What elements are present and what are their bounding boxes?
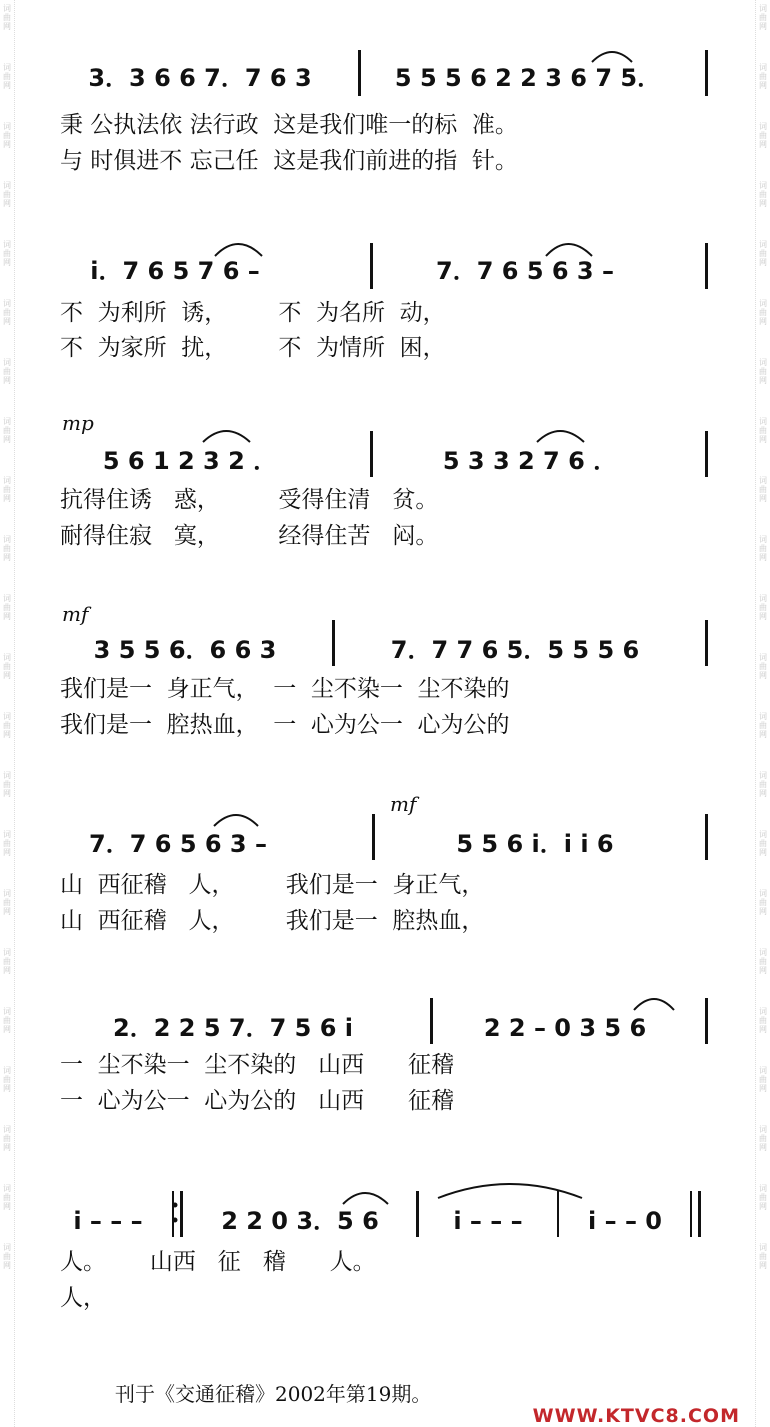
side-watermark: 词曲网: [2, 63, 12, 90]
side-watermark: 词曲网: [2, 417, 12, 444]
side-watermark: 词曲网: [2, 948, 12, 975]
side-watermark: 词曲网: [2, 299, 12, 326]
side-watermark: 词曲网: [2, 181, 12, 208]
side-watermark: 词曲网: [2, 240, 12, 267]
notes-measure-2: 5 5 5 6 2 2 3 6 7 5．: [394, 64, 662, 92]
notes-measure-2: 5 3 3 2 7 6 ．: [442, 447, 618, 475]
side-watermark: 词曲网: [758, 1243, 768, 1270]
side-watermark: 词曲网: [2, 358, 12, 385]
side-watermark: 词曲网: [758, 535, 768, 562]
side-watermark: 词曲网: [758, 122, 768, 149]
side-watermark: 词曲网: [2, 712, 12, 739]
lyric-line-2: 我们是一 腔热血， 一 心为公一 心为公的: [60, 712, 510, 738]
side-watermark: 词曲网: [758, 476, 768, 503]
notes-measure-2: 7．7 7 6 5．5 5 5 6: [390, 636, 640, 664]
side-watermark: 词曲网: [2, 1243, 12, 1270]
side-watermark: 词曲网: [758, 1007, 768, 1034]
slur: [215, 244, 262, 256]
side-watermark: 词曲网: [2, 889, 12, 916]
dynamic-marking: mp: [62, 411, 94, 435]
notes-measure-1: 3．3 6 6 7．7 6 3: [88, 64, 312, 92]
side-watermark: 词曲网: [2, 1066, 12, 1093]
side-watermark: 词曲网: [2, 594, 12, 621]
side-watermark: 词曲网: [758, 240, 768, 267]
side-watermark: 词曲网: [2, 830, 12, 857]
side-watermark: 词曲网: [2, 122, 12, 149]
side-watermark: 词曲网: [758, 653, 768, 680]
slur: [203, 431, 250, 442]
notes-measure-1: 2．2 2 5 7．7 5 6 i: [113, 1014, 353, 1042]
side-watermark: 词曲网: [758, 417, 768, 444]
side-watermark: 词曲网: [2, 535, 12, 562]
side-watermark: 词曲网: [2, 4, 12, 31]
lyric-line-2: 耐得住寂 寞， 经得住苦 闷。: [60, 523, 439, 549]
side-watermark: 词曲网: [758, 1184, 768, 1211]
lyric-line-1: 抗得住诱 惑， 受得住清 贫。: [60, 487, 439, 513]
notes-measure-1: i – – –: [73, 1207, 143, 1235]
lyric-line-1: 我们是一 身正气， 一 尘不染一 尘不染的: [60, 676, 510, 702]
lyric-line-1: 秉 公执法依 法行政 这是我们唯一的标 准。: [60, 112, 518, 138]
lyric-line-1: 一 尘不染一 尘不染的 山西 征稽: [60, 1052, 455, 1078]
notes-measure-2: 2 2 – 0 3 5 6: [483, 1014, 647, 1042]
lyric-line-2: 山 西征稽 人， 我们是一 腔热血，: [60, 908, 485, 934]
side-watermark: 词曲网: [758, 181, 768, 208]
side-watermark: 词曲网: [758, 771, 768, 798]
lyric-line-2: 人，: [60, 1285, 106, 1311]
tie: [438, 1184, 582, 1198]
lyric-line-2: 与 时俱进不 忘己任 这是我们前进的指 针。: [60, 148, 518, 174]
side-watermark: 词曲网: [2, 771, 12, 798]
slur: [537, 431, 584, 442]
repeat-dot: [173, 1203, 178, 1208]
side-watermark: 词曲网: [758, 948, 768, 975]
side-watermark: 词曲网: [758, 594, 768, 621]
lyric-line-1: 不 为利所 诱， 不 为名所 动，: [60, 300, 446, 326]
side-watermark: 词曲网: [2, 1184, 12, 1211]
repeat-dot: [173, 1218, 178, 1223]
side-watermark: 词曲网: [2, 653, 12, 680]
side-watermark: 词曲网: [758, 358, 768, 385]
side-watermark: 词曲网: [2, 1007, 12, 1034]
side-watermark: 词曲网: [2, 1125, 12, 1152]
side-watermark: 词曲网: [758, 63, 768, 90]
dynamic-marking: mf: [62, 602, 89, 626]
lyric-line-2: 一 心为公一 心为公的 山西 征稽: [60, 1088, 455, 1114]
side-watermark: 词曲网: [758, 299, 768, 326]
lyric-line-1: 人。 山西 征 稽 人。: [60, 1249, 376, 1275]
notes-measure-1: 7．7 6 5 6 3 –: [89, 830, 267, 858]
side-watermark: 词曲网: [758, 712, 768, 739]
notes-measure-1: 5 6 1 2 3 2 ．: [102, 447, 278, 475]
notes-measure-2: 2 2 0 3．5 6: [221, 1207, 379, 1235]
side-watermark: 词曲网: [758, 1125, 768, 1152]
notes-measure-2: 5 5 6 i．i i 6: [456, 830, 614, 858]
slur: [546, 244, 592, 256]
lyric-line-1: 山 西征稽 人， 我们是一 身正气，: [60, 872, 485, 898]
side-watermark: 词曲网: [758, 4, 768, 31]
side-watermark: 词曲网: [758, 1066, 768, 1093]
notes-measure-4: i – – 0: [588, 1207, 662, 1235]
slur: [214, 815, 258, 826]
notes-measure-1: 3 5 5 6．6 6 3: [93, 636, 277, 664]
notes-measure-2: 7．7 6 5 6 3 –: [436, 257, 614, 285]
side-watermark: 词曲网: [2, 476, 12, 503]
slur: [343, 1193, 388, 1204]
side-watermark: 词曲网: [758, 830, 768, 857]
publication-note: 刊于《交通征稽》2002年第19期。: [115, 1382, 432, 1406]
site-watermark: WWW.KTVC8.COM: [532, 1405, 740, 1427]
side-watermark: 词曲网: [758, 889, 768, 916]
slur: [592, 52, 632, 62]
notes-measure-1: i．7 6 5 7 6 –: [90, 257, 260, 285]
notes-measure-3: i – – –: [453, 1207, 523, 1235]
slur: [634, 999, 674, 1010]
dynamic-marking: mf: [390, 792, 417, 816]
lyric-line-2: 不 为家所 扰， 不 为情所 困，: [60, 335, 446, 361]
